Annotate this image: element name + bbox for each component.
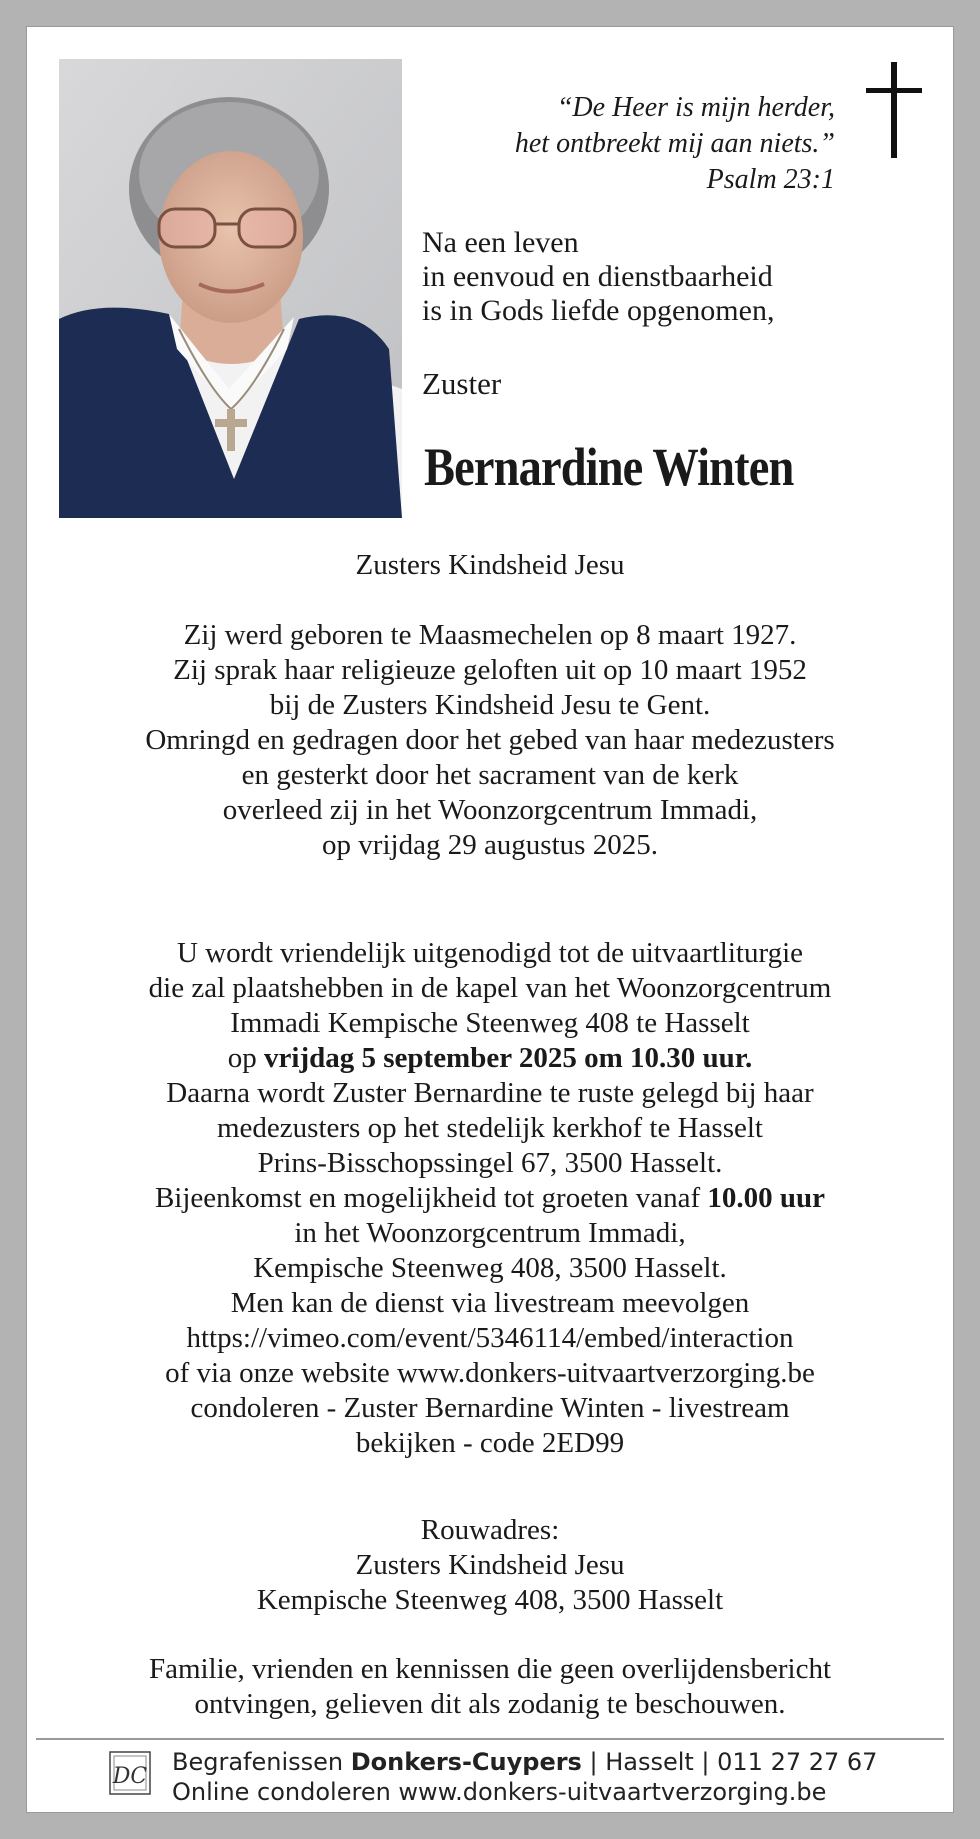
footer-line-1 [172,1747,877,1777]
mourning-address [40,1513,940,1618]
bio-line: bij de Zusters Kindsheid Jesu te Gent. [269,689,711,721]
footer-contact: | Hasselt | 011 27 27 67 [581,1748,878,1776]
address-line: Kempische Steenweg 408, 3500 Hasselt [256,1584,724,1616]
funeral-invitation [40,936,940,1461]
intro-line-2: in eenvoud en dienstbaarheid [422,260,773,293]
congregation [40,548,940,583]
bio-line: op vrijdag 29 augustus 2025. [322,829,658,861]
invite-line: Prins-Bisschopssingel 67, 3500 Hasselt. [257,1147,723,1179]
religious-title: Zuster [422,366,502,401]
family-line: ontvingen, gelieven dit als zodanig te beschouwen. [194,1688,786,1720]
invite-line: Immadi Kempische Steenweg 408 te Hasselt [230,1007,750,1039]
bio-line: Zij sprak haar religieuze geloften uit op 10 maart 1952 [173,654,807,686]
congregation-name: Zusters Kindsheid Jesu [355,549,625,581]
intro-line-1: Na een leven [422,226,579,259]
funeral-home-name: Donkers-Cuypers [350,1748,582,1776]
invite-line: in het Woonzorgcentrum Immadi, [294,1217,686,1249]
quote-line-2: het ontbreekt mij aan niets.” [514,128,835,159]
footer-divider [36,1738,944,1740]
deceased-name: Bernardine Winten [424,437,794,497]
footer-condolence-link[interactable]: Online condoleren www.donkers-uitvaartverzorging.be [172,1778,827,1806]
family-line: Familie, vrienden en kennissen die geen overlijdensbericht [148,1653,832,1685]
psalm-quote [420,90,835,198]
invite-line: Kempische Steenweg 408, 3500 Hasselt. [253,1252,727,1284]
family-notice [40,1652,940,1722]
footer-prefix: Begrafenissen [172,1748,351,1776]
logo-letters: DC [112,1764,148,1789]
biography [40,618,940,863]
cross-icon [866,62,924,160]
invite-line-gathering [40,1181,940,1216]
invite-line: Daarna wordt Zuster Bernardine te ruste gelegd bij haar [166,1077,814,1109]
intro-line-3: is in Gods liefde opgenomen, [422,294,775,327]
address-line: Rouwadres: [420,1514,560,1546]
invite-line: of via onze website www.donkers-uitvaartverzorging.be [165,1357,815,1389]
address-line: Zusters Kindsheid Jesu [355,1549,625,1581]
invite-line-date [40,1041,940,1076]
portrait-photo [59,59,402,518]
invite-line: Men kan de dienst via livestream meevolgen [230,1287,750,1319]
bio-line: en gesterkt door het sacrament van de kerk [241,759,739,791]
invite-line: U wordt vriendelijk uitgenodigd tot de uitvaartliturgie [176,937,804,969]
bio-line: Omringd en gedragen door het gebed van haar medezusters [145,724,835,756]
funeral-home-info [172,1747,877,1807]
livestream-link[interactable]: https://vimeo.com/event/5346114/embed/interaction [186,1322,794,1354]
invite-line: condoleren - Zuster Bernardine Winten - livestream [190,1392,790,1424]
quote-reference: Psalm 23:1 [706,164,835,195]
quote-line-1: “De Heer is mijn herder, [556,92,835,123]
funeral-home-logo-icon [108,1748,154,1798]
invite-line: medezusters op het stedelijk kerkhof te Hasselt [216,1112,763,1144]
invite-line: bekijken - code 2ED99 [355,1427,625,1459]
gathering-prefix: Bijeenkomst en mogelijkheid tot groeten vanaf [154,1182,708,1214]
funeral-date: vrijdag 5 september 2025 om 10.30 uur. [264,1042,753,1074]
invite-line: die zal plaatshebben in de kapel van het Woonzorgcentrum [148,972,832,1004]
intro-text [422,226,942,328]
bio-line: Zij werd geboren te Maasmechelen op 8 maart 1927. [183,619,797,651]
bio-line: overleed zij in het Woonzorgcentrum Immadi, [222,794,758,826]
invite-date-prefix: op [227,1042,265,1074]
gathering-time: 10.00 uur [707,1182,826,1214]
